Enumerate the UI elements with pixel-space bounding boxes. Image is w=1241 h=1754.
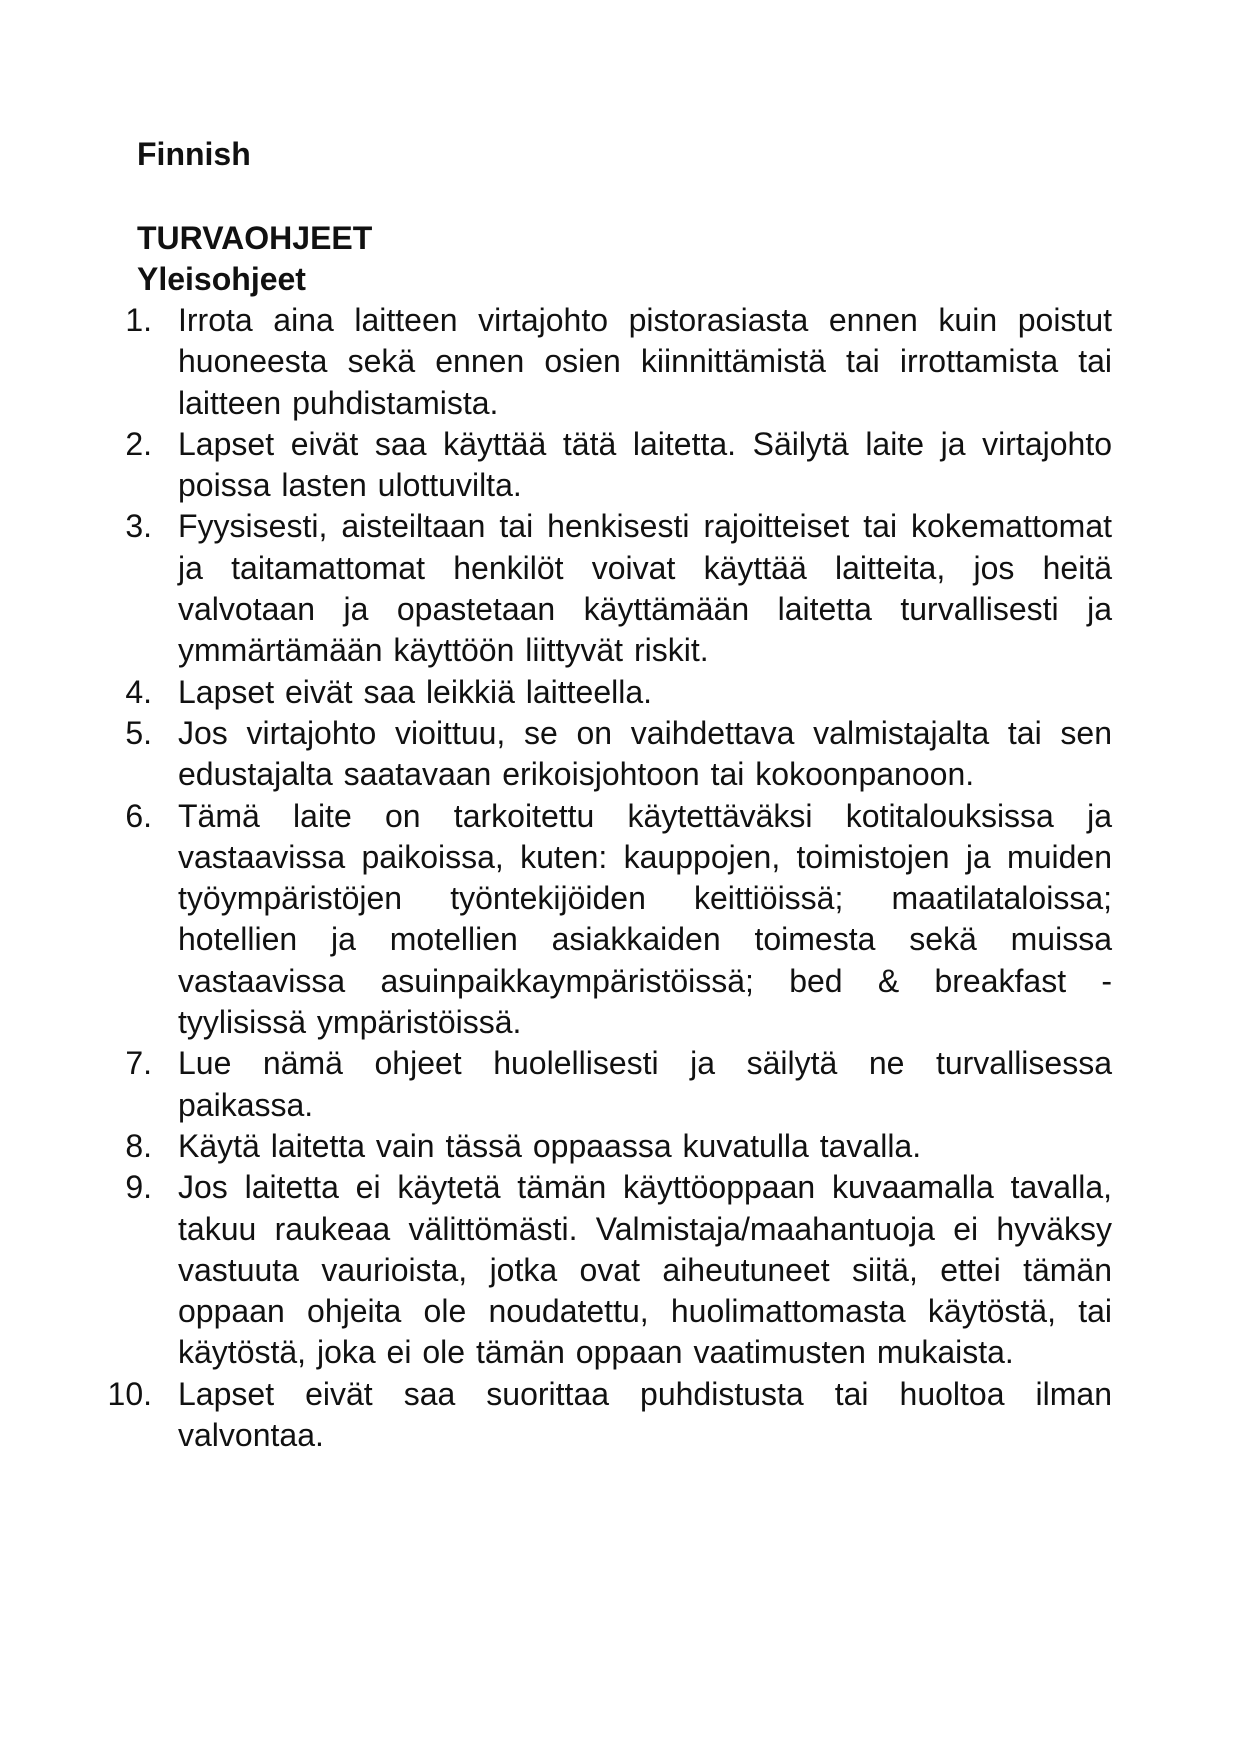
item-number: 7. [125,1045,152,1082]
item-number: 8. [125,1127,152,1164]
item-text: Lapset eivät saa leikkiä laitteella. [178,673,653,710]
item-text: Lue nämä ohjeet huolellisesti ja säilytä ne turvallisessa paikassa. [178,1045,1112,1123]
section-heading: TURVAOHJEET [137,220,373,256]
item-text: Lapset eivät saa käyttää tätä laitetta. Säilytä laite ja virtajohto poissa lasten ulottuvilta. [178,425,1112,504]
list-item [100,1126,1112,1167]
item-text: Irrota aina laitteen virtajohto pistorasiasta ennen kuin poistut huoneesta sekä ennen osien kiinnittämistä tai irrottamista tai laitteen puhdistamista. [178,302,1112,421]
list-item [100,713,1112,796]
item-number: 1. [125,302,152,338]
item-text: Jos laitetta ei käytetä tämän käyttöoppaan kuvaamalla tavalla, takuu raukeaa välittömästi. Valmistaja/maahantuoja ei hyväksy vastuuta vaurioista, jotka ovat aiheutuneet siitä, ettei tämän oppaan ohjeita ole noudatettu, huolimattomasta käytöstä, tai käytöstä, joka ei ole tämän oppaan vaatimusten mukaista. [178,1169,1112,1371]
item-text: Lapset eivät saa suorittaa puhdistusta tai huoltoa ilman valvontaa. [178,1375,1112,1454]
item-text: Jos virtajohto vioittuu, se on vaihdettava valmistajalta tai sen edustajalta saatavaan erikoisjohtoon tai kokoonpanoon. [178,714,1112,793]
list-item [100,672,1112,713]
list-item [100,1374,1112,1457]
item-text: Tämä laite on tarkoitettu käytettäväksi kotitalouksissa ja vastaavissa paikoissa, kuten: kauppojen, toimistojen ja muiden työympäristöjen työntekijöiden keittiöissä; maatilataloissa; hotellien ja motellien asiakkaiden toimesta sekä muissa vastaavissa asuinpaikkaympäristöissä; bed & breakfast -tyylisissä ympäristöissä. [178,797,1112,1041]
list-item [100,1043,1112,1126]
item-number: 6. [125,797,152,834]
list-item [100,1167,1112,1373]
language-label: Finnish [137,136,251,172]
item-number: 5. [125,714,152,751]
list-item [100,796,1112,1044]
item-number: 10. [107,1375,152,1412]
item-number: 4. [125,673,152,710]
item-number: 3. [125,508,152,545]
list-item [100,424,1112,507]
safety-instructions-list [100,300,1112,1456]
item-number: 9. [125,1169,152,1206]
item-number: 2. [125,425,152,462]
item-text: Fyysisesti, aisteiltaan tai henkisesti rajoitteiset tai kokemattomat ja taitamattomat henkilöt voivat käyttää laitteita, jos heitä valvotaan ja opastetaan käyttämään laitetta turvallisesti ja ymmärtämään käyttöön liittyvät riskit. [178,508,1112,669]
item-text: Käytä laitetta vain tässä oppaassa kuvatulla tavalla. [178,1127,922,1164]
section-subheading: Yleisohjeet [137,261,306,297]
list-item [100,300,1112,424]
list-item [100,506,1112,671]
